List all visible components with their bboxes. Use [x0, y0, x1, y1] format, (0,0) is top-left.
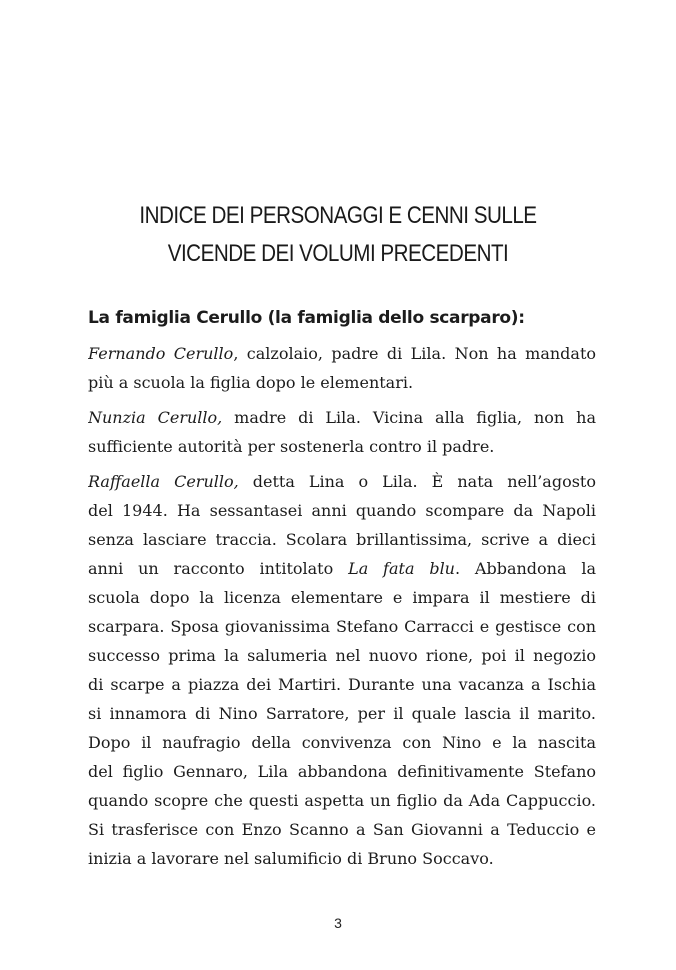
section-heading: La famiglia Cerullo (la famiglia dello scarparo): [88, 308, 525, 328]
text-line: Si trasferisce con Enzo Scanno a San Giovanni a Teduccio e [88, 820, 596, 839]
text-line: scarpara. Sposa giovanissima Stefano Carracci e gestisce con [88, 617, 596, 636]
text-line: Dopo il naufragio della convivenza con Nino e la nascita [88, 733, 596, 752]
text-line [88, 467, 596, 496]
page-number: 3 [334, 915, 342, 931]
text-line: scuola dopo la licenza elementare e impara il mestiere di [88, 588, 596, 607]
entry-text: detta Lina o Lila. È nata nell’agosto [238, 472, 596, 491]
entry-text: . Abbandona la [454, 559, 596, 578]
text-line [88, 339, 596, 368]
text-line [88, 403, 596, 432]
page-title-line-1: INDICE DEI PERSONAGGI E CENNI SULLE [139, 202, 537, 229]
text-line: successo prima la salumeria nel nuovo rione, poi il negozio [88, 646, 596, 665]
entry-fernando-cerullo [88, 339, 596, 397]
character-name: Fernando Cerullo [88, 344, 234, 363]
page-title [99, 197, 577, 273]
entry-nunzia-cerullo [88, 403, 596, 461]
text-line: quando scopre che questi aspetta un figlio da Ada Cappuccio. [88, 791, 596, 810]
character-name: Nunzia Cerullo, [88, 408, 223, 427]
text-line: si innamora di Nino Sarratore, per il quale lascia il marito. [88, 704, 596, 723]
entry-text: anni un racconto intitolato [88, 559, 349, 578]
text-line: del figlio Gennaro, Lila abbandona definitivamente Stefano [88, 762, 596, 781]
entry-text: madre di Lila. Vicina alla figlia, non ha [222, 408, 596, 427]
text-line: di scarpe a piazza dei Martiri. Durante una vacanza a Ischia [88, 675, 596, 694]
book-title: La fata blu [348, 559, 455, 578]
page-title-line-2: VICENDE DEI VOLUMI PRECEDENTI [167, 240, 509, 267]
entry-raffaella-cerullo [88, 467, 596, 873]
body-text [88, 303, 596, 879]
text-line: più a scuola la figlia dopo le elementari. [88, 373, 414, 392]
text-line: del 1944. Ha sessantasei anni quando scompare da Napoli [88, 501, 596, 520]
text-line: senza lasciare traccia. Scolara brillantissima, scrive a dieci [88, 530, 596, 549]
entry-text: , calzolaio, padre di Lila. Non ha mandato [233, 344, 596, 363]
character-name: Raffaella Cerullo, [88, 472, 239, 491]
text-line [88, 554, 596, 583]
text-line: inizia a lavorare nel salumificio di Bruno Soccavo. [88, 849, 494, 868]
text-line: sufficiente autorità per sostenerla contro il padre. [88, 437, 495, 456]
